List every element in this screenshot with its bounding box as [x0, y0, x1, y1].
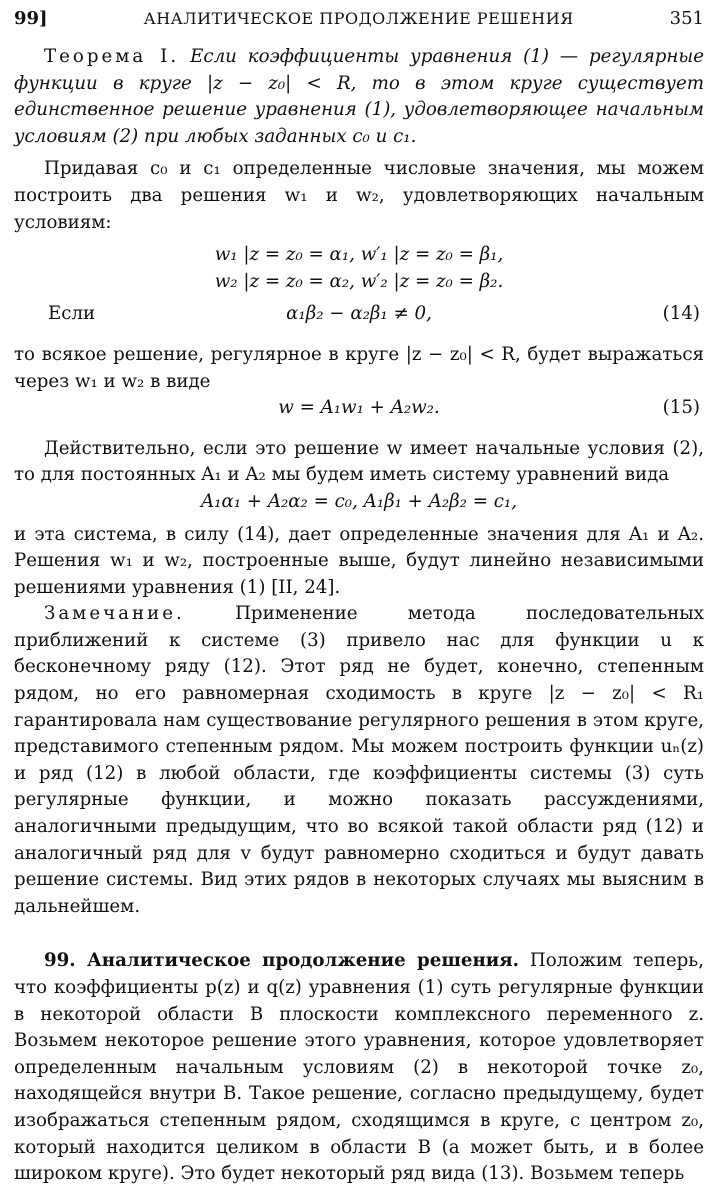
- section-99-paragraph: [14, 948, 704, 1187]
- equation-number: (14): [662, 303, 700, 325]
- paragraph-general-solution: то всякое решение, регулярное в круге |z − z₀| < R, будет выражаться через w₁ и w₂ в виде: [14, 343, 704, 392]
- equation-number: (15): [662, 397, 700, 419]
- page-number: 351: [669, 8, 704, 29]
- section-title: 99. Аналитическое продолжение решения.: [44, 950, 520, 972]
- equation-15: [14, 395, 704, 422]
- theorem-paragraph: [14, 44, 704, 150]
- running-title: АНАЛИТИЧЕСКОЕ ПРОДОЛЖЕНИЕ РЕШЕНИЯ: [143, 9, 574, 28]
- formula-text: w₁ |z = z₀ = α₁, w′₁ |z = z₀ = β₁,: [214, 244, 504, 266]
- if-word: Если: [48, 303, 96, 325]
- book-page: [14, 8, 704, 1188]
- formula-text: α₁β₂ − α₂β₁ ≠ 0,: [286, 303, 432, 325]
- system-of-equations: [14, 489, 704, 516]
- remark-paragraph: [14, 601, 704, 920]
- formula-text: w₂ |z = z₀ = α₂, w′₂ |z = z₀ = β₂.: [214, 270, 504, 292]
- initial-conditions-line-2: [14, 269, 704, 296]
- remark-label: Замечание.: [44, 603, 185, 625]
- section-text: Положим теперь, что коэффициенты p(z) и q(z) уравнения (1) суть регулярные функции в некоторой области B плоскости комплексного переменного z. Возьмем некоторое решение этого уравнения, которое удовлетворяет определенным начальным условиям (2) в некоторой точке z₀, находящейся внутри B. Такое решение, согласно предыдущему, будет изображаться степенным рядом, сходящимся в круге, с центром z₀, который находится целиком в области B (а может быть, и в более широком круге). Это будет некоторый ряд вида (13). Возьмем теперь: [14, 950, 704, 1185]
- paragraph-two-solutions: Придавая c₀ и c₁ определенные числовые значения, мы можем построить два решения w₁ и w₂, удовлетворяющих начальным условиям:: [14, 158, 704, 233]
- equation-14: [14, 301, 704, 328]
- paragraph-linear-independence: и эта система, в силу (14), дает определенные значения для A₁ и A₂. Решения w₁ и w₂, построенные выше, будут линейно независимыми решениями уравнения (1) [II, 24].: [14, 523, 704, 598]
- section-number: 99]: [14, 8, 48, 29]
- formula-text: A₁α₁ + A₂α₂ = c₀, A₁β₁ + A₂β₂ = c₁,: [201, 490, 517, 512]
- paragraph-indeed: Действительно, если это решение w имеет начальные условия (2), то для постоянных A₁ и A₂ мы будем иметь систему уравнений вида: [14, 437, 704, 486]
- remark-text: Применение метода последовательных приближений к системе (3) привело нас для функции u к бесконечному ряду (12). Этот ряд не будет, конечно, степенным рядом, но его равномерная сходимость в круге |z − z₀| < R₁ гарантировала нам существование регулярного решения в этом круге, представимого степенным рядом. Мы можем построить функции uₙ(z) и ряд (12) в любой области, где коэффициенты системы (3) суть регулярные функции, и можно показать рассуждениями, аналогичными предыдущим, что во всякой такой области ряд (12) и аналогичный ряд для v будут равномерно сходиться и будут давать решение системы. Вид этих рядов в некоторых случаях мы выясним в дальнейшем.: [14, 603, 704, 917]
- initial-conditions-line-1: [14, 242, 704, 269]
- formula-text: w = A₁w₁ + A₂w₂.: [278, 397, 440, 419]
- theorem-text: Если коэффициенты уравнения (1) — регулярные функции в круге |z − z₀| < R, то в этом круге существует единственное решение уравнения (1), удовлетворяющее начальным условиям (2) при любых заданных c₀ и c₁.: [14, 46, 704, 147]
- theorem-label: Теорема I.: [44, 46, 180, 67]
- running-header: [14, 8, 704, 38]
